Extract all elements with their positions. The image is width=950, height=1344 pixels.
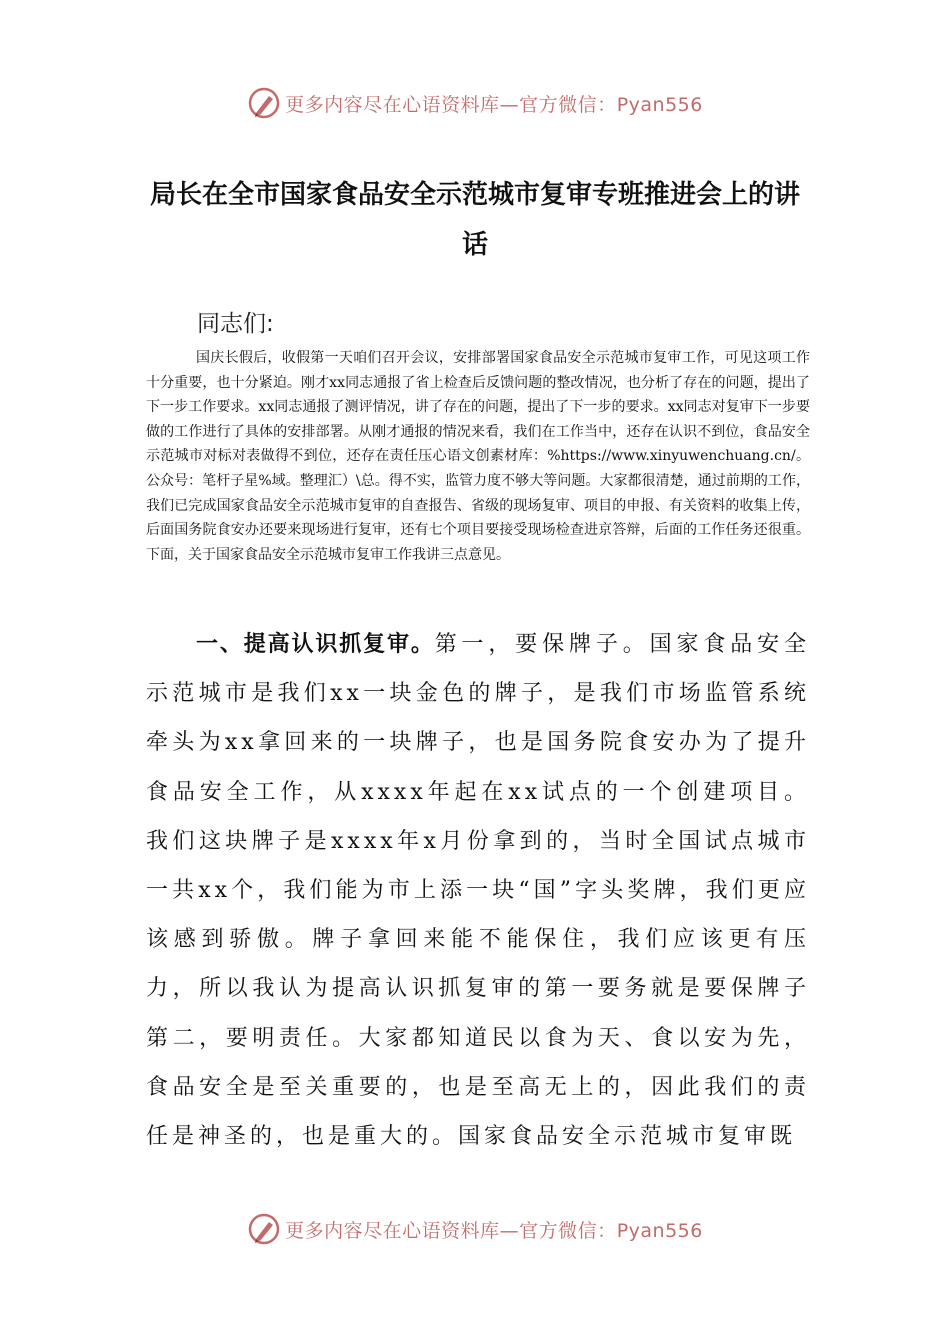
header-watermark-banner — [0, 78, 950, 128]
pen-nib-logo-icon — [247, 86, 281, 120]
watermark-separator: — — [499, 1219, 520, 1242]
watermark-text — [285, 1216, 703, 1243]
watermark-main: 更多内容尽在心语资料库 — [285, 93, 500, 116]
document-title: 局长在全市国家食品安全示范城市复审专班推进会上的讲话 — [149, 180, 800, 260]
watermark-wechat: Pyan556 — [616, 1219, 703, 1242]
intro-paragraph: 国庆长假后，收假第一天咱们召开会议，安排部署国家食品安全示范城市复审工作，可见这项工作十分重要，也十分紧迫。刚才xx同志通报了省上检查后反馈问题的整改情况，也分析了存在的问题，提出了下一步工作要求。xx同志通报了测评情况，讲了存在的问题，提出了下一步的要求。xx同志对复审下一步要做的工作进行了具体的安排部署。从刚才通报的情况来看，我们在工作当中，还存在认识不到位，食品安全示范城市对标对表做得不到位，还存在责任压心语文创素材库：%https://www.xinyuwenchuang.cn/。公众号：笔杆子星%域。整理汇）\总。得不实，监管力度不够大等问题。大家都很清楚，通过前期的工作，我们已完成国家食品安全示范城市复审的自查报告、省级的现场复审、项目的申报、有关资料的收集上传，后面国务院食安办还要来现场进行复审，还有七个项目要接受现场检查进京答辩，后面的工作任务还很重。下面，关于国家食品安全示范城市复审工作我讲三点意见。 — [146, 350, 810, 563]
greeting: 同志们: — [197, 311, 274, 337]
watermark-text — [285, 90, 703, 117]
watermark-official: 官方微信： — [519, 1219, 617, 1242]
watermark-official: 官方微信： — [519, 93, 617, 116]
section-one-paragraph — [146, 620, 810, 1161]
pen-nib-logo-icon — [247, 1212, 281, 1246]
watermark-main: 更多内容尽在心语资料库 — [285, 1219, 500, 1242]
footer-watermark-banner — [0, 1204, 950, 1254]
watermark-wechat: Pyan556 — [616, 93, 703, 116]
section-body: 第一，要保牌子。国家食品安全示范城市是我们xx一块金色的牌子，是我们市场监管系统牵头为xx拿回来的一块牌子，也是国务院食安办为了提升食品安全工作，从xxxx年起在xx试点的一个创建项目。我们这块牌子是xxxx年x月份拿到的，当时全国试点城市一共xx个，我们能为市上添一块“国”字头奖牌，我们更应该感到骄傲。牌子拿回来能不能保住，我们应该更有压力，所以我认为提高认识抓复审的第一要务就是要保牌子第二，要明责任。大家都知道民以食为天、食以安为先，食品安全是至关重要的，也是至高无上的，因此我们的责任是神圣的，也是重大的。国家食品安全示范城市复审既 — [146, 632, 810, 1150]
watermark-separator: — — [499, 93, 520, 116]
section-heading: 一、提高认识抓复审。 — [196, 632, 435, 657]
